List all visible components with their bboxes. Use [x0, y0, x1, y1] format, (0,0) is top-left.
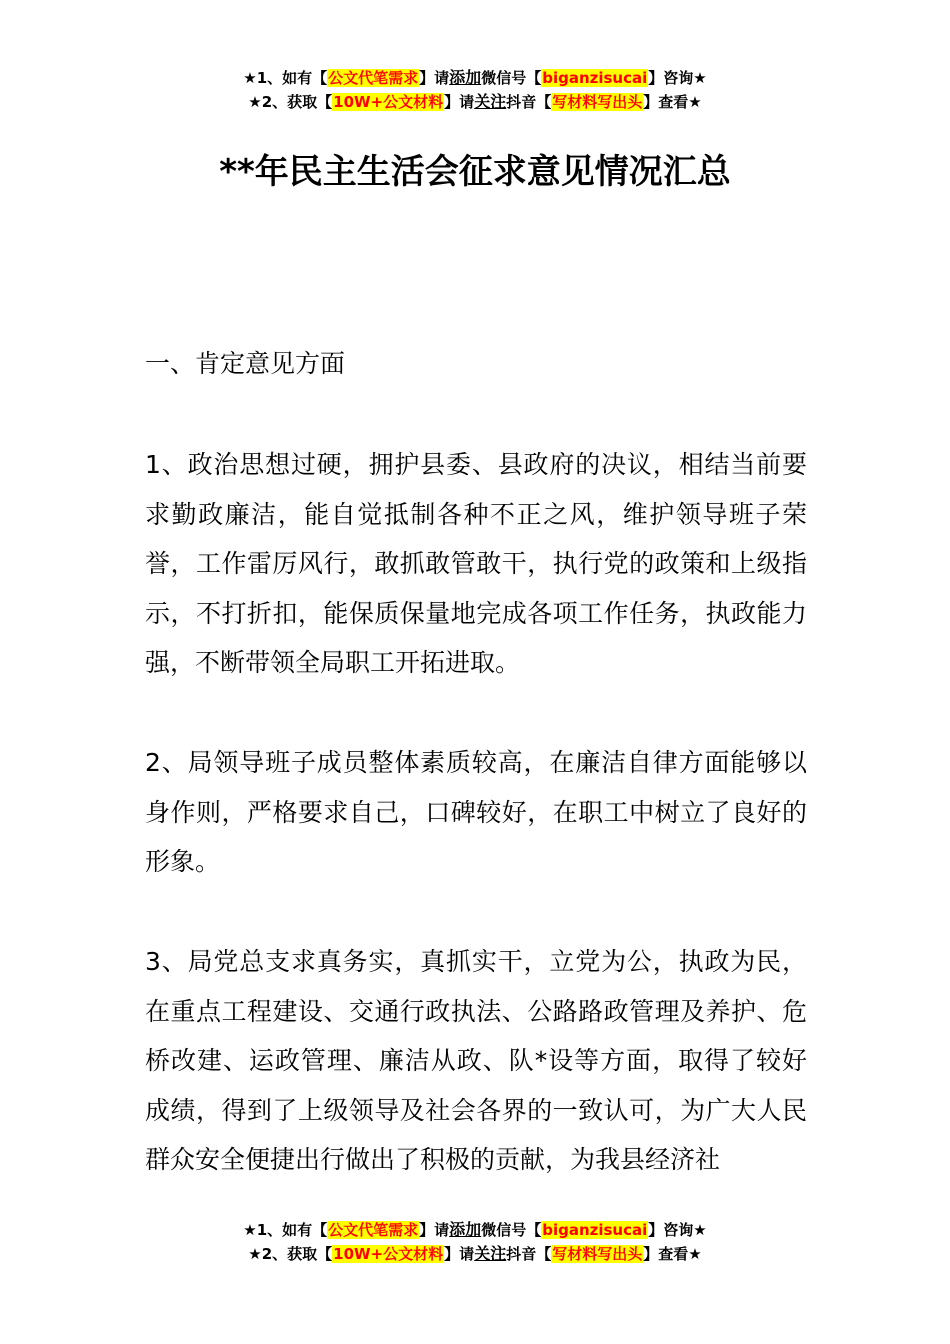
banner-text: 】查看 — [643, 1245, 689, 1263]
banner-text: 抖音【 — [506, 93, 552, 111]
banner-text: 】请 — [444, 93, 475, 111]
banner-text: 1、如有【 — [256, 69, 328, 87]
banner-underlined: 添加 — [449, 68, 482, 87]
star-icon: ★ — [688, 1245, 702, 1263]
banner-text: 】咨询 — [648, 69, 694, 87]
star-icon: ★ — [693, 69, 707, 87]
banner-text: 1、如有【 — [256, 1221, 328, 1239]
banner-line-1 — [0, 1218, 950, 1242]
banner-text: 抖音【 — [506, 1245, 552, 1263]
header-banner — [0, 66, 950, 114]
banner-highlight: 写材料写出头 — [552, 93, 643, 111]
paragraph-3: 3、局党总支求真务实，真抓实干，立党为公，执政为民，在重点工程建设、交通行政执法、公路路政管理及养护、危桥改建、运政管理、廉洁从政、队*设等方面，取得了较好成绩，得到了上级领导及社会各界的一致认可，为广大人民群众安全便捷出行做出了积极的贡献，为我县经济社 — [145, 947, 807, 1174]
star-icon: ★ — [688, 93, 702, 111]
star-icon: ★ — [243, 69, 257, 87]
banner-text: 】请 — [419, 69, 450, 87]
footer-banner — [0, 1218, 950, 1266]
paragraph-1: 1、政治思想过硬，拥护县委、县政府的决议，相结当前要求勤政廉洁，能自觉抵制各种不正之风，维护领导班子荣誉，工作雷厉风行，敢抓敢管敢干，执行党的政策和上级指示，不打折扣，能保质保量地完成各项工作任务，执政能力强，不断带领全局职工开拓进取。 — [145, 450, 807, 677]
banner-text: 2、获取【 — [261, 1245, 333, 1263]
banner-highlight: biganzisucai — [542, 69, 648, 87]
banner-text: 微信号【 — [481, 69, 542, 87]
banner-text: 】请 — [444, 1245, 475, 1263]
banner-text: 】请 — [419, 1221, 450, 1239]
star-icon: ★ — [248, 1245, 262, 1263]
banner-line-1 — [0, 66, 950, 90]
banner-text: 2、获取【 — [261, 93, 333, 111]
banner-text: 微信号【 — [481, 1221, 542, 1239]
banner-highlight: biganzisucai — [542, 1221, 648, 1239]
banner-highlight: 公文代笔需求 — [328, 69, 419, 87]
banner-highlight: 10W+公文材料 — [333, 93, 444, 111]
banner-text: 】查看 — [643, 93, 689, 111]
document-title: **年民主生活会征求意见情况汇总 — [219, 152, 731, 192]
star-icon: ★ — [693, 1221, 707, 1239]
banner-underlined: 关注 — [474, 92, 507, 111]
banner-text: 】咨询 — [648, 1221, 694, 1239]
star-icon: ★ — [243, 1221, 257, 1239]
banner-underlined: 添加 — [449, 1220, 482, 1239]
banner-line-2 — [0, 90, 950, 114]
banner-highlight: 10W+公文材料 — [333, 1245, 444, 1263]
star-icon: ★ — [248, 93, 262, 111]
paragraph-2: 2、局领导班子成员整体素质较高，在廉洁自律方面能够以身作则，严格要求自己，口碑较好，在职工中树立了良好的形象。 — [145, 748, 807, 876]
banner-line-2 — [0, 1242, 950, 1266]
banner-underlined: 关注 — [474, 1244, 507, 1263]
banner-highlight: 写材料写出头 — [552, 1245, 643, 1263]
banner-highlight: 公文代笔需求 — [328, 1221, 419, 1239]
section-heading: 一、肯定意见方面 — [145, 349, 346, 378]
